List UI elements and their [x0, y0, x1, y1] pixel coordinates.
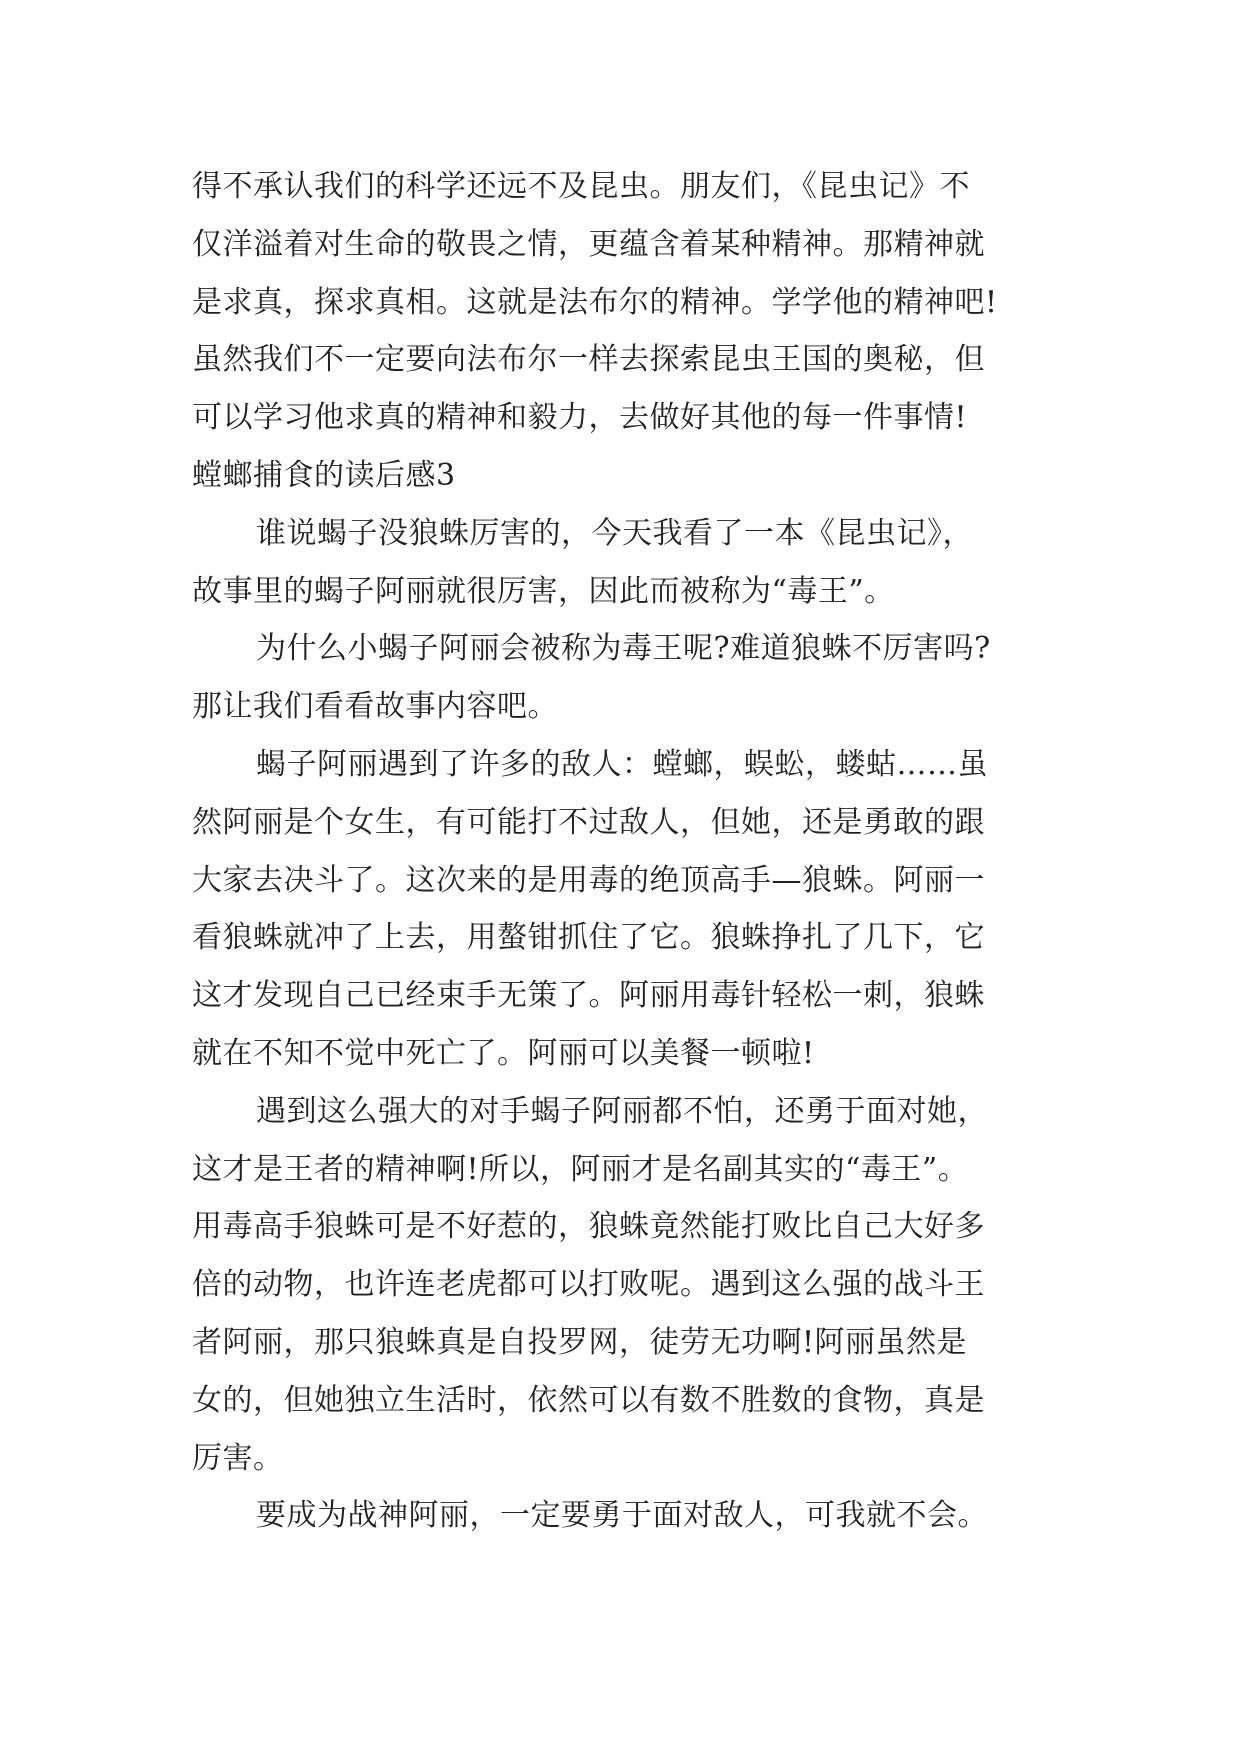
text-line: 虽然我们不一定要向法布尔一样去探索昆虫王国的奥秘，但: [192, 342, 985, 378]
text-line: 那让我们看看故事内容吧。: [192, 689, 558, 725]
text-line: 这才是王者的精神啊!所以，阿丽才是名副其实的“毒王”。: [192, 1151, 969, 1187]
text-line: 得不承认我们的科学还远不及昆虫。朋友们，《昆虫记》不: [192, 169, 970, 204]
text-line: 为什么小蝎子阿丽会被称为毒王呢?难道狼蛛不厉害吗?: [256, 631, 991, 667]
text-line: 是求真，探求真相。这就是法布尔的精神。学学他的精神吧!: [192, 284, 998, 320]
text-line: 女的，但她独立生活时，依然可以有数不胜数的食物，真是: [192, 1382, 985, 1418]
text-line: 这才发现自己已经束手无策了。阿丽用毒针轻松一刺，狼蛛: [192, 978, 985, 1014]
text-line: 仅洋溢着对生命的敬畏之情，更蕴含着某种精神。那精神就: [192, 226, 985, 262]
section-heading: 螳螂捕食的读后感3: [192, 457, 456, 493]
text-line: 用毒高手狼蛛可是不好惹的，狼蛛竟然能打败比自己大好多: [192, 1209, 985, 1245]
text-line: 倍的动物，也许连老虎都可以打败呢。遇到这么强的战斗王: [192, 1267, 985, 1303]
text-line: 可以学习他求真的精神和毅力，去做好其他的每一件事情!: [192, 400, 968, 436]
text-line: 就在不知不觉中死亡了。阿丽可以美餐一顿啦!: [192, 1035, 815, 1071]
text-line: 蝎子阿丽遇到了许多的敌人：螳螂，蜈蚣，蝼蛄……虽: [256, 746, 988, 782]
text-line: 遇到这么强大的对手蝎子阿丽都不怕，还勇于面对她，: [256, 1093, 988, 1129]
text-line: 看狼蛛就冲了上去，用螯钳抓住了它。狼蛛挣扎了几下，它: [192, 920, 985, 956]
text-line: 要成为战神阿丽，一定要勇于面对敌人，可我就不会。: [256, 1498, 988, 1534]
document-body: [192, 158, 1072, 1545]
text-line: 者阿丽，那只狼蛛真是自投罗网，徒劳无功啊!阿丽虽然是: [192, 1324, 968, 1360]
text-line: 大家去决斗了。这次来的是用毒的绝顶高手—狼蛛。阿丽一: [192, 862, 985, 898]
text-line: 厉害。: [192, 1440, 284, 1476]
text-line: 故事里的蝎子阿丽就很厉害，因此而被称为“毒王”。: [192, 573, 895, 609]
text-line: 谁说蝎子没狼蛛厉害的，今天我看了一本《昆虫记》，: [256, 515, 973, 551]
text-line: 然阿丽是个女生，有可能打不过敌人，但她，还是勇敢的跟: [192, 804, 985, 840]
